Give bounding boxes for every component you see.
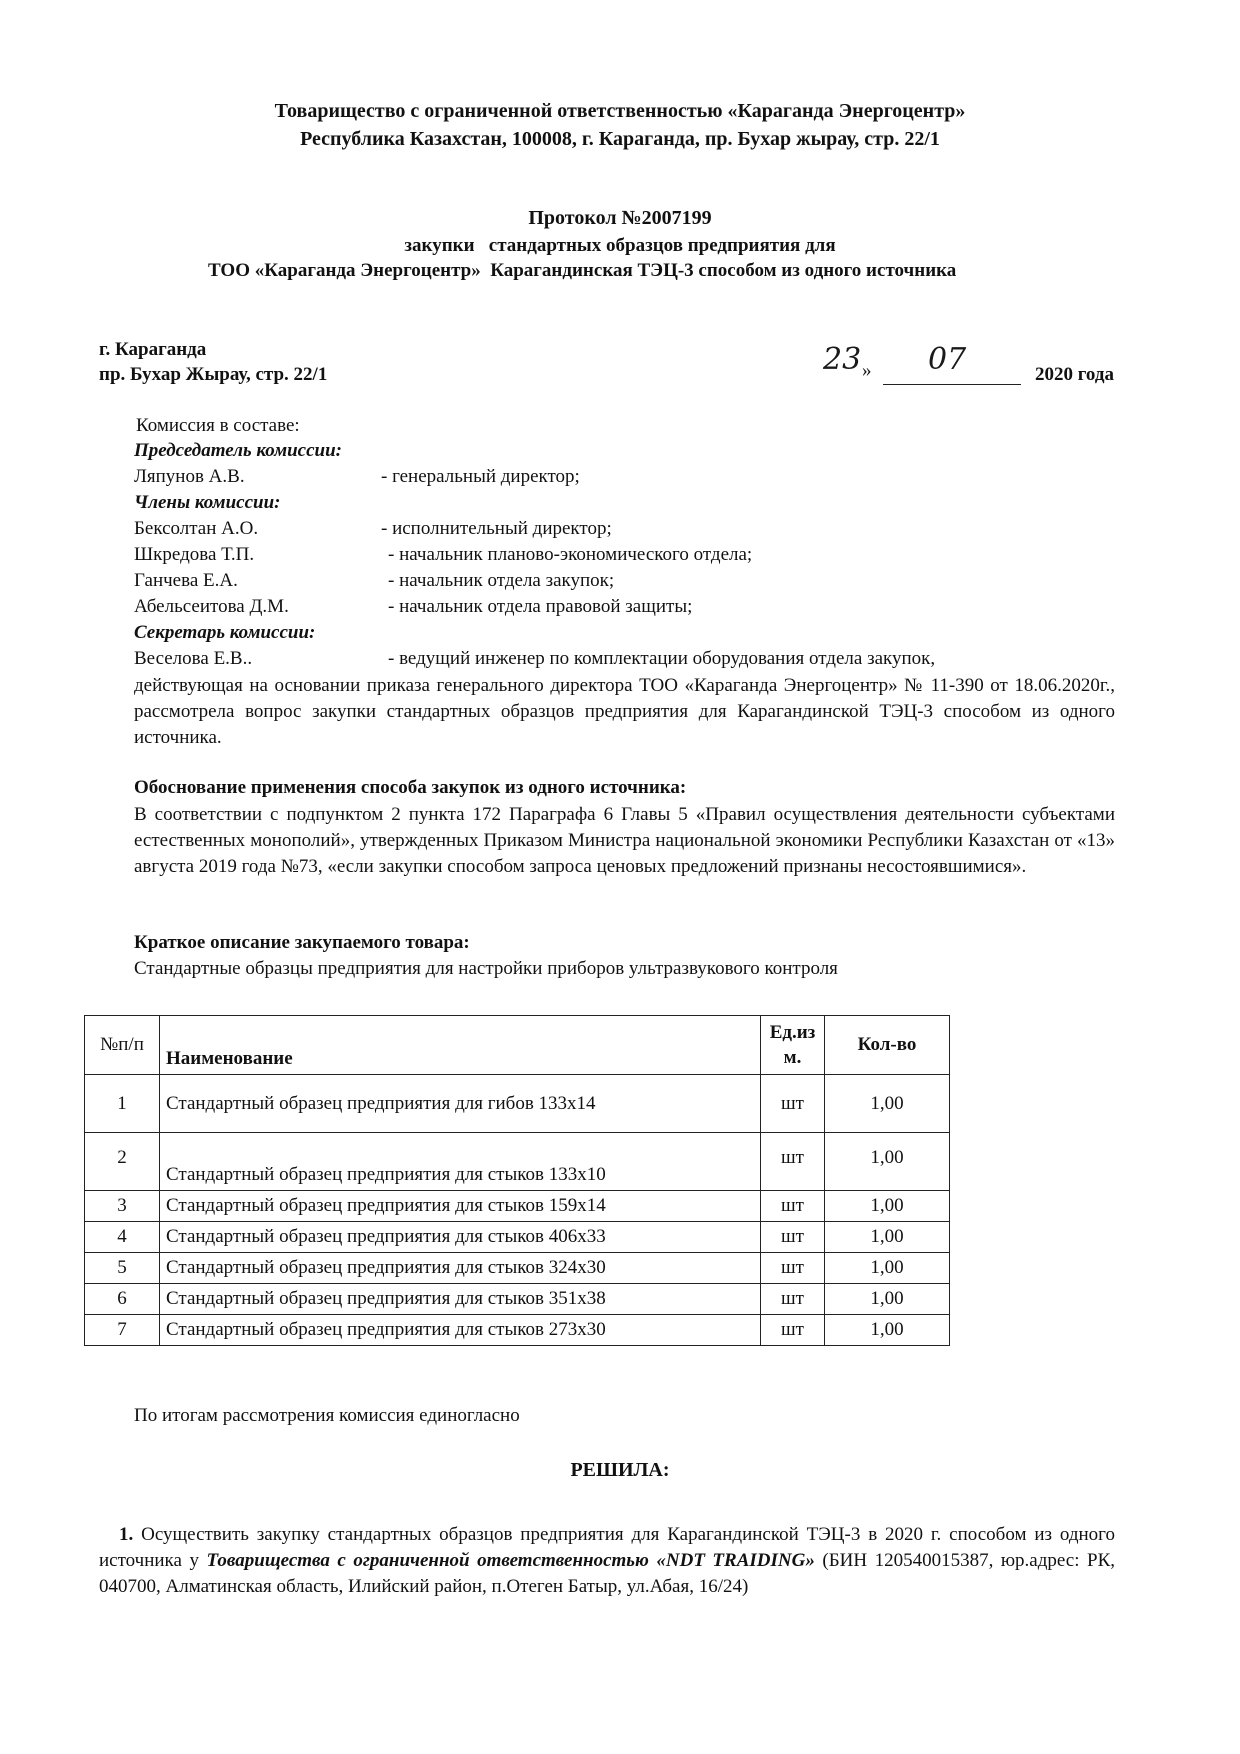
justification-text: В соответствии с подпунктом 2 пункта 172 Параграфа 6 Главы 5 «Правил осуществления деятельности субъектами естественных монополий», утвержденных Приказом Министра национальной экономики Республики Казахстан от «13» августа 2019 года №73, «если закупки способом запроса ценовых предложений признаны несостоявшимися». [134, 804, 1115, 877]
description-heading: Краткое описание закупаемого товара: [134, 932, 470, 953]
member-role: - начальник планово-экономического отдела; [388, 544, 753, 565]
decision-number: 1. [119, 1524, 134, 1545]
row-num: 1 [85, 1075, 160, 1133]
row-name: Стандартный образец предприятия для стыков 324х30 [160, 1253, 761, 1284]
description-text: Стандартные образцы предприятия для настройки приборов ультразвукового контроля [134, 958, 838, 979]
secretary-role: - ведущий инженер по комплектации оборудования отдела закупок, [388, 648, 936, 669]
row-name: Стандартный образец предприятия для стыков 406х33 [160, 1222, 761, 1253]
goods-table [84, 1015, 950, 1346]
decision-text-end: (БИН 120540015387, юр.адрес: РК, 040700, Алматинская область, Илийский район, п.Отеген Батыр, ул.Абая, 16/24) [99, 1550, 1116, 1597]
place-city: г. Караганда [99, 339, 207, 360]
place-address: пр. Бухар Жырау, стр. 22/1 [99, 364, 328, 385]
table-row [85, 1133, 950, 1191]
row-qty: 1,00 [825, 1284, 950, 1315]
row-name: Стандартный образец предприятия для стыков 273х30 [160, 1315, 761, 1346]
chairman-role: - генеральный директор; [381, 466, 580, 487]
handwritten-month: 07 [928, 342, 967, 377]
chairman-name: Ляпунов А.В. [134, 466, 245, 487]
table-row [85, 1222, 950, 1253]
row-qty: 1,00 [825, 1222, 950, 1253]
row-unit: шт [761, 1075, 825, 1133]
date-line [815, 344, 1125, 394]
decision-item-1 [99, 1522, 1115, 1600]
row-unit: шт [761, 1191, 825, 1222]
row-unit: шт [761, 1253, 825, 1284]
members-label: Члены комиссии: [134, 492, 281, 513]
secretary-label: Секретарь комиссии: [134, 622, 316, 643]
protocol-title: Протокол №2007199 [528, 207, 712, 229]
date-underline [883, 384, 1021, 385]
commission-intro: Комиссия в составе: [136, 415, 300, 436]
row-name: Стандартный образец предприятия для стыков 159х14 [160, 1191, 761, 1222]
results-intro: По итогам рассмотрения комиссия единогласно [134, 1405, 520, 1426]
row-qty: 1,00 [825, 1315, 950, 1346]
member-name: Ганчева Е.А. [134, 570, 238, 591]
table-row [85, 1253, 950, 1284]
table-row [85, 1075, 950, 1133]
row-name: Стандартный образец предприятия для стыков 133х10 [160, 1133, 761, 1191]
row-num: 5 [85, 1253, 160, 1284]
row-qty: 1,00 [825, 1253, 950, 1284]
header-num: №п/п [85, 1016, 160, 1075]
decided-heading: РЕШИЛА: [570, 1459, 670, 1481]
row-num: 6 [85, 1284, 160, 1315]
company-address: Республика Казахстан, 100008, г. Караганда, пр. Бухар жырау, стр. 22/1 [300, 128, 940, 150]
commission-continuation: действующая на основании приказа генерального директора ТОО «Караганда Энергоцентр» № 11-390 от 18.06.2020г., рассмотрела вопрос закупки стандартных образцов предприятия для Карагандинской ТЭЦ-3 способом из одного источника. [134, 675, 1115, 748]
date-year: 2020 года [1035, 364, 1114, 385]
decision-supplier: Товарищества с ограниченной ответственностью «NDT TRAIDING» [206, 1550, 815, 1571]
row-name: Стандартный образец предприятия для гибов 133х14 [160, 1075, 761, 1133]
row-unit: шт [761, 1133, 825, 1191]
member-name: Бексолтан А.О. [134, 518, 259, 539]
header-qty: Кол-во [825, 1016, 950, 1075]
member-role: - начальник отдела правовой защиты; [388, 596, 693, 617]
table-row [85, 1315, 950, 1346]
row-num: 3 [85, 1191, 160, 1222]
member-role: - начальник отдела закупок; [388, 570, 615, 591]
member-name: Шкредова Т.П. [134, 544, 255, 565]
row-unit: шт [761, 1222, 825, 1253]
date-separator: » [862, 360, 872, 381]
row-num: 2 [85, 1133, 160, 1191]
row-name: Стандартный образец предприятия для стыков 351х38 [160, 1284, 761, 1315]
secretary-name: Веселова Е.В.. [134, 648, 253, 669]
row-qty: 1,00 [825, 1075, 950, 1133]
header-name: Наименование [160, 1016, 761, 1075]
member-name: Абельсеитова Д.М. [134, 596, 289, 617]
justification-heading: Обоснование применения способа закупок из одного источника: [134, 777, 687, 798]
company-name: Товарищество с ограниченной ответственностью «Караганда Энергоцентр» [274, 100, 966, 122]
header-unit: Ед.изм. [761, 1016, 825, 1075]
handwritten-day: 23 [823, 342, 862, 377]
protocol-subtitle-2: ТОО «Караганда Энергоцентр» Карагандинская ТЭЦ-3 способом из одного источника [208, 260, 957, 281]
row-qty: 1,00 [825, 1133, 950, 1191]
chairman-label: Председатель комиссии: [134, 440, 342, 461]
row-num: 4 [85, 1222, 160, 1253]
row-unit: шт [761, 1284, 825, 1315]
row-qty: 1,00 [825, 1191, 950, 1222]
decision-text-start: Осуществить закупку стандартных образцов предприятия для Карагандинской ТЭЦ-3 в 2020 г. способом из одного источника у [99, 1524, 1115, 1571]
table-row [85, 1191, 950, 1222]
table-row [85, 1284, 950, 1315]
row-unit: шт [761, 1315, 825, 1346]
protocol-subtitle: закупки стандартных образцов предприятия для [404, 235, 836, 256]
member-role: - исполнительный директор; [381, 518, 612, 539]
table-header-row [85, 1016, 950, 1075]
row-num: 7 [85, 1315, 160, 1346]
